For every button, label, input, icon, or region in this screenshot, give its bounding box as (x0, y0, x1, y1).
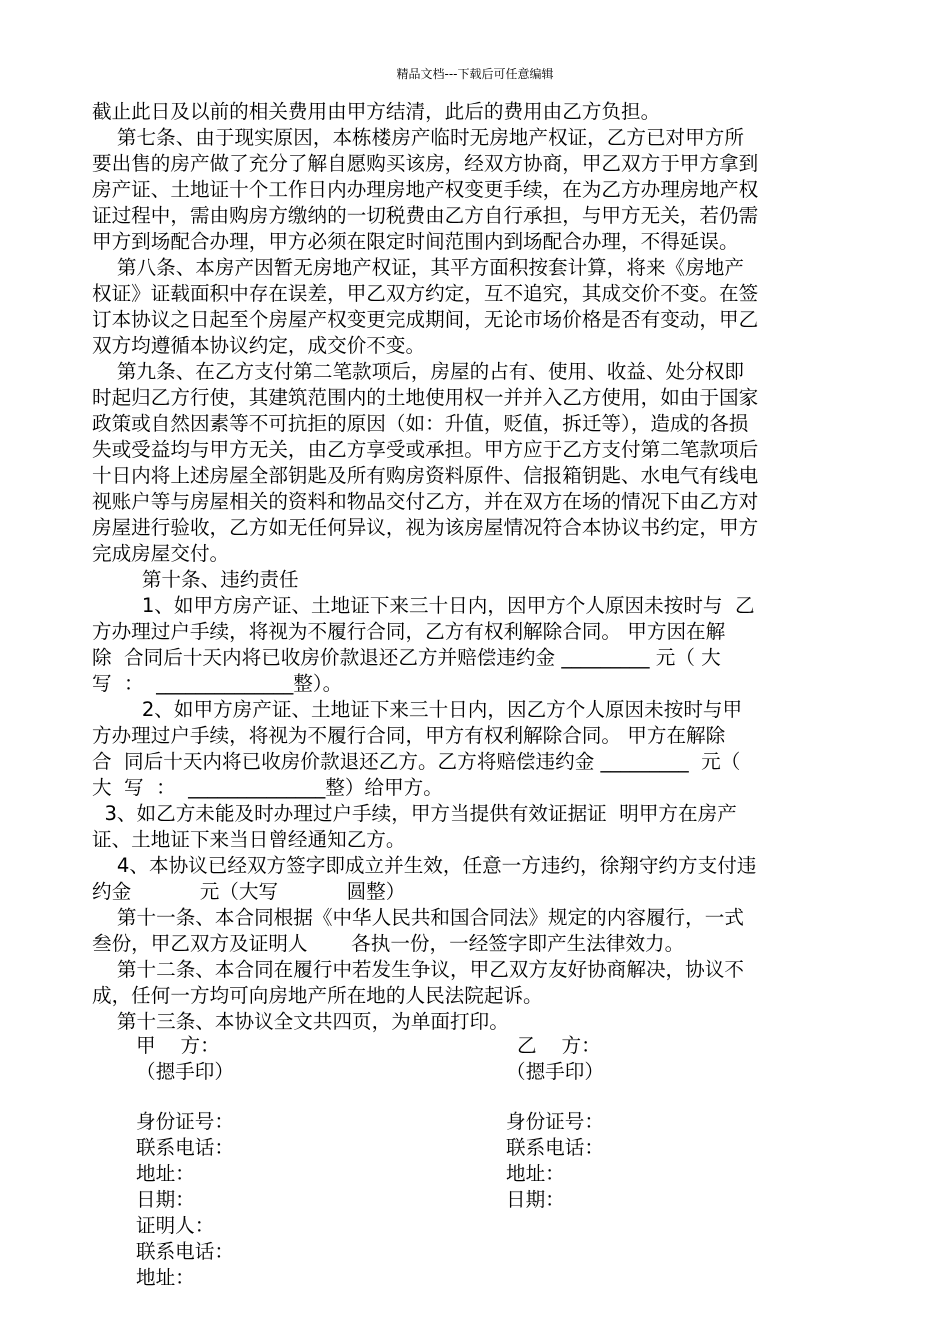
party-a-phone-label: 联系电话： (136, 1136, 234, 1159)
clause-line: 时起归乙方行使，其建筑范围内的土地使用权一并并入乙方使用，如由于国家 (92, 386, 759, 409)
clause-line: 第十三条、本协议全文共四页，为单面打印。 (92, 1010, 509, 1033)
clause-line: 3、如乙方未能及时办理过户手续，甲方当提供有效证据证 明甲方在房产 (92, 802, 737, 825)
clause-line: 写 ： ______________整）。 (92, 672, 343, 695)
party-b-label: 乙 方： (517, 1034, 601, 1057)
clause-line: 第八条、本房产因暂无房地产权证，其平方面积按套计算，将来《房地产 (92, 256, 744, 279)
party-a-address-label: 地址： (136, 1162, 195, 1185)
witness-label: 证明人： (136, 1214, 215, 1237)
clause-line: 合 同后十天内将已收房价款退还乙方。乙方将赔偿违约金 _________ 元（ (92, 750, 741, 773)
clause-line: 第十二条、本合同在履行中若发生争议，甲乙双方友好协商解决，协议不 (92, 958, 744, 981)
clause-line: 第九条、在乙方支付第二笔款项后，房屋的占有、使用、收益、处分权即 (92, 360, 744, 383)
clause-line: 权证》证载面积中存在误差，甲乙双方约定，互不追究，其成交价不变。在签 (92, 282, 759, 305)
clause-line: 政策或自然因素等不可抗拒的原因（如：升值，贬值，拆迁等），造成的各损 (92, 412, 749, 435)
page-header: 精品文档---下载后可任意编辑 (396, 67, 554, 81)
clause-line: 除 合同后十天内将已收房价款退还乙方并赔偿违约金 _________ 元（ 大 (92, 646, 721, 669)
clause-line: 截止此日及以前的相关费用由甲方结清，此后的费用由乙方负担。 (92, 100, 661, 123)
clause-line: 2、如甲方房产证、土地证下来三十日内，因乙方个人原因未按时与甲 (92, 698, 743, 721)
party-b-address-label: 地址： (506, 1162, 565, 1185)
clause-line: 要出售的房产做了充分了解自愿购买该房，经双方协商，甲乙双方于甲方拿到 (92, 152, 759, 175)
clause-line: 视账户等与房屋相关的资料和物品交付乙方，并在双方在场的情况下由乙方对 (92, 490, 759, 513)
clause-line: 成，任何一方均可向房地产所在地的人民法院起诉。 (92, 984, 543, 1007)
clause-line: 4、本协议已经双方签字即成立并生效，任意一方违约，徐翔守约方支付违 (92, 854, 757, 877)
clause-line: 失或受益均与甲方无关，由乙方享受或承担。甲方应于乙方支付第二笔款项后 (92, 438, 759, 461)
clause-line: 约金 元（大写 圆整） (92, 880, 406, 903)
clause-line: 方办理过户手续，将视为不履行合同，甲方有权利解除合同。 甲方在解除 (92, 724, 726, 747)
clause-line: 第十一条、本合同根据《中华人民共和国合同法》规定的内容履行，一式 (92, 906, 744, 929)
clause-line: 双方均遵循本协议约定，成交价不变。 (92, 334, 426, 357)
clause-line: 十日内将上述房屋全部钥匙及所有购房资料原件、信报箱钥匙、水电气有线电 (92, 464, 759, 487)
clause-line: 1、如甲方房产证、土地证下来三十日内，因甲方个人原因未按时与 乙 (92, 594, 755, 617)
party-b-thumbprint: （摁手印） (506, 1060, 604, 1083)
party-a-date-label: 日期： (136, 1188, 195, 1211)
clause-line: 证过程中，需由购房方缴纳的一切税费由乙方自行承担，与甲方无关，若仍需 (92, 204, 759, 227)
clause-line: 房产证、土地证十个工作日内办理房地产权变更手续，在为乙方办理房地产权 (92, 178, 759, 201)
clause-line: 甲方到场配合办理，甲方必须在限定时间范围内到场配合办理，不得延误。 (92, 230, 739, 253)
party-b-id-label: 身份证号： (506, 1110, 604, 1133)
clause-line: 叁份，甲乙双方及证明人 各执一份，一经签字即产生法律效力。 (92, 932, 685, 955)
witness-phone-label: 联系电话： (136, 1240, 234, 1263)
clause-line: 订本协议之日起至个房屋产权变更完成期间，无论市场价格是否有变动，甲乙 (92, 308, 759, 331)
party-a-thumbprint: （摁手印） (136, 1060, 234, 1083)
party-b-date-label: 日期： (506, 1188, 565, 1211)
clause-line: 第七条、由于现实原因，本栋楼房产临时无房地产权证，乙方已对甲方所 (92, 126, 744, 149)
clause-heading: 第十条、违约责任 (92, 568, 299, 591)
party-a-label: 甲 方： (136, 1034, 220, 1057)
party-a-id-label: 身份证号： (136, 1110, 234, 1133)
clause-line: 方办理过户手续，将视为不履行合同，乙方有权利解除合同。 甲方因在解 (92, 620, 726, 643)
witness-address-label: 地址： (136, 1266, 195, 1289)
clause-line: 大 写 ： ______________整）给甲方。 (92, 776, 443, 799)
party-b-phone-label: 联系电话： (506, 1136, 604, 1159)
clause-line: 证、土地证下来当日曾经通知乙方。 (92, 828, 406, 851)
clause-line: 完成房屋交付。 (92, 542, 230, 565)
clause-line: 房屋进行验收，乙方如无任何异议，视为该房屋情况符合本协议书约定，甲方 (92, 516, 759, 539)
